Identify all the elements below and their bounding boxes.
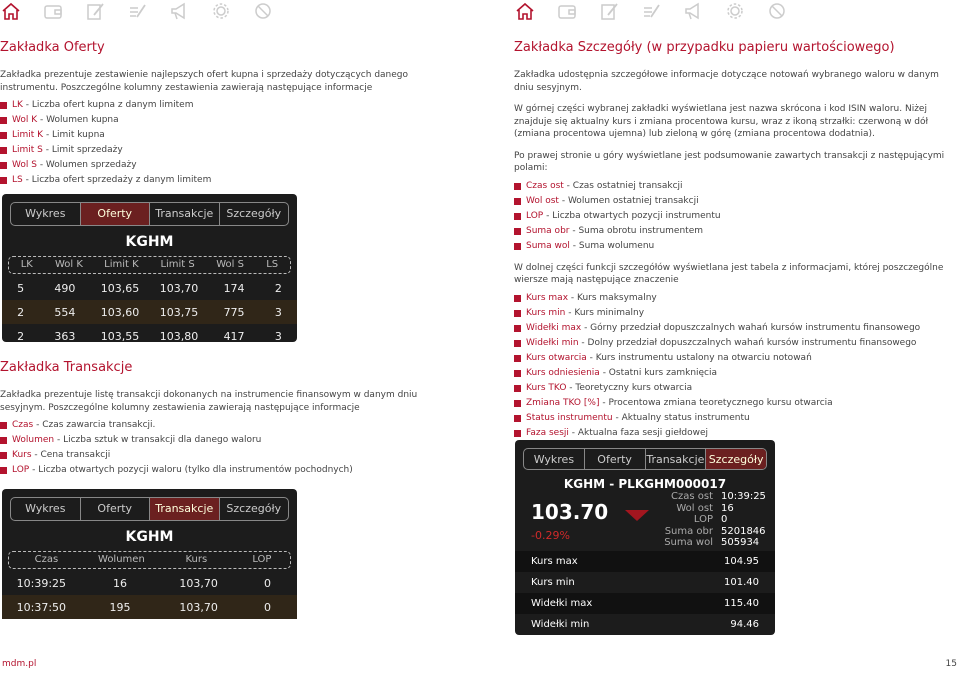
list-item	[514, 291, 959, 306]
summary-row	[655, 514, 773, 526]
summary-row	[655, 526, 773, 538]
list-item	[514, 396, 959, 411]
details-panel	[515, 440, 775, 635]
list-item	[514, 179, 959, 194]
summary-label: LOP	[693, 514, 713, 525]
summary-value: 10:39:25	[721, 491, 766, 502]
details-row	[515, 614, 775, 635]
table-cell: 103,75	[159, 305, 199, 319]
details-value: 104.95	[724, 556, 759, 567]
tab-szczegóły[interactable]: Szczegóły	[226, 207, 282, 220]
definition: - Liczba otwartych pozycji waloru (tylko dla instrumentów pochodnych)	[29, 465, 353, 475]
summary-label: Suma obr	[664, 525, 713, 537]
left-column	[0, 0, 460, 188]
list-item	[0, 448, 460, 463]
definition: - Wolumen sprzedaży	[36, 160, 137, 170]
list-item	[514, 239, 959, 254]
list-item	[0, 98, 460, 113]
term: Suma obr	[526, 225, 570, 236]
table-cell: 10:37:50	[16, 600, 67, 614]
list-item	[514, 306, 959, 321]
list-item	[514, 351, 959, 366]
term: Limit S	[12, 145, 43, 155]
table-row	[2, 571, 297, 595]
transakcje-section	[0, 358, 460, 478]
quote-area	[515, 491, 775, 551]
tab-oferty[interactable]: Oferty	[585, 449, 646, 469]
table-cell: 174	[223, 281, 245, 295]
list-item	[514, 426, 959, 441]
heading-transakcje: Zakładka Transakcje	[0, 360, 133, 375]
tab-szczegóły[interactable]: Szczegóły	[226, 502, 282, 515]
details-value: 94.46	[730, 619, 759, 630]
summary-label: Suma wol	[664, 537, 713, 548]
table-cell: 0	[264, 576, 272, 590]
list-item	[0, 128, 460, 143]
term: Limit K	[12, 130, 44, 140]
list-item	[0, 418, 460, 433]
tab-wykres[interactable]: Wykres	[524, 449, 585, 469]
table-cell: 2	[274, 281, 282, 295]
definition: - Liczba sztuk w transakcji dla danego waloru	[54, 435, 262, 445]
definition: - Aktualny status instrumentu	[612, 412, 750, 423]
list-item	[0, 158, 460, 173]
panel-tabs[interactable]	[523, 448, 767, 470]
details-list	[514, 291, 959, 441]
tab-transakcje[interactable]: Transakcje	[646, 449, 707, 469]
details-row	[515, 551, 775, 572]
term: LS	[12, 175, 23, 185]
table-cell: 103,55	[100, 329, 140, 343]
definition: - Procentowa zmiana teoretycznego kursu otwarcia	[599, 397, 833, 408]
list-item	[514, 194, 959, 209]
edit-icon[interactable]	[84, 0, 106, 22]
definition: - Limit kupna	[43, 130, 105, 140]
transactions-panel	[2, 489, 297, 616]
definition: - Suma wolumenu	[569, 240, 655, 251]
term: Kurs TKO	[526, 382, 567, 393]
table-cell: 0	[264, 600, 272, 614]
table-cell: 3	[274, 305, 282, 319]
table-body	[2, 276, 297, 348]
list-item	[0, 463, 460, 478]
column-header: Limit S	[160, 259, 195, 270]
gear-icon[interactable]	[724, 0, 746, 22]
term: Status instrumentu	[526, 412, 613, 423]
definition: - Limit sprzedaży	[42, 145, 123, 155]
table-cell: 103,70	[179, 600, 218, 614]
summary-value: 16	[721, 502, 734, 514]
list-item	[0, 113, 460, 128]
details-value: 115.40	[724, 598, 759, 609]
home-icon[interactable]	[0, 0, 22, 22]
table-row	[2, 595, 297, 619]
tab-transakcje[interactable]: Transakcje	[150, 498, 220, 520]
list-item	[514, 411, 959, 426]
summary-value: 5201846	[721, 525, 766, 537]
definition: - Czas ostatniej transakcji	[563, 180, 683, 191]
term: Wol S	[12, 160, 37, 170]
tab-oferty[interactable]: Oferty	[81, 498, 151, 520]
definition: - Teoretyczny kurs otwarcia	[566, 382, 693, 393]
term: Widełki max	[526, 322, 582, 333]
definition: - Ostatni kurs zamknięcia	[599, 367, 718, 378]
term: LOP	[526, 210, 544, 221]
term: Widełki min	[526, 337, 579, 348]
tab-wykres[interactable]: Wykres	[11, 498, 81, 520]
column-header: Wol S	[216, 259, 244, 270]
list-item	[514, 224, 959, 239]
list-item	[0, 173, 460, 188]
wallet-icon[interactable]	[42, 0, 64, 22]
summary-label: Czas ost	[671, 491, 713, 502]
term: Suma wol	[526, 240, 570, 251]
intro-oferty: Zakładka prezentuje zestawienie najlepszych ofert kupna i sprzedaży dotyczących danego instrumentu. Poszczególne kolumny zestawienia zawierają następujące informacje	[0, 70, 409, 93]
table-row	[2, 300, 297, 324]
page-number: 15	[945, 659, 957, 669]
summary-list	[514, 179, 959, 254]
column-header: Limit K	[104, 259, 139, 270]
table-cell: 103,80	[159, 329, 199, 343]
list-item	[514, 336, 959, 351]
arrow-down-icon	[625, 510, 649, 521]
panel-tabs[interactable]	[10, 497, 289, 521]
summary-row	[655, 503, 773, 515]
table-cell: 103,60	[100, 305, 140, 319]
table-cell: 363	[54, 329, 76, 343]
details-row	[515, 593, 775, 614]
term: Wol K	[12, 115, 38, 125]
list-item	[514, 366, 959, 381]
definition: - Cena transakcji	[31, 450, 111, 460]
term: LK	[12, 100, 23, 110]
term: Kurs otwarcia	[526, 352, 587, 363]
list-item	[514, 381, 959, 396]
column-header: Wol K	[54, 259, 83, 270]
table-cell: 554	[54, 305, 76, 319]
paragraph-1: Zakładka udostępnia szczegółowe informacje dotyczące notowań wybranego waloru w danym dniu sesyjnym.	[514, 70, 939, 93]
wallet-icon[interactable]	[556, 0, 578, 22]
tab-transakcje[interactable]: Transakcje	[150, 203, 220, 225]
table-cell: 16	[113, 576, 127, 590]
heading-szczegoly: Zakładka Szczegóły (w przypadku papieru wartościowego)	[514, 40, 895, 55]
footer-site[interactable]: mdm.pl	[2, 659, 37, 669]
term: Czas	[12, 420, 34, 430]
table-cell: 103,70	[179, 576, 218, 590]
column-header: LOP	[252, 554, 272, 565]
block-icon[interactable]	[766, 0, 788, 22]
definition: - Wolumen kupna	[37, 115, 119, 125]
table-cell: 5	[17, 281, 25, 295]
summary-label: Wol ost	[676, 502, 713, 514]
list-item	[0, 433, 460, 448]
table-cell: 775	[223, 305, 245, 319]
right-column	[514, 0, 959, 441]
table-header	[8, 551, 291, 569]
definition: - Liczba ofert kupna z danym limitem	[22, 100, 194, 110]
price-change: -0.29%	[531, 529, 570, 542]
tab-szczegóły[interactable]: Szczegóły	[706, 449, 766, 469]
panel-tabs[interactable]	[10, 202, 289, 226]
paragraph-2: W górnej części wybranej zakładki wyświetlana jest nazwa skrócona i kod ISIN waloru. Niżej znajduje się aktualny kurs i zmiana procentowa kursu, wraz z ikoną strzałki: czerwoną w dół (zmiana procentowa ujemna) lub zieloną w górę (zmiana procentowa dodatnia).	[514, 104, 929, 139]
panel-title: KGHM	[125, 234, 174, 250]
details-label: Widełki min	[531, 619, 590, 630]
definition: - Liczba ofert sprzedaży z danym limitem	[22, 175, 212, 185]
definition: - Suma obrotu instrumentem	[569, 225, 704, 236]
definition: - Aktualna faza sesji giełdowej	[568, 427, 709, 438]
table-cell: 490	[54, 281, 76, 295]
term: Kurs max	[526, 292, 569, 303]
offers-panel	[2, 194, 297, 342]
table-header	[8, 256, 291, 274]
table-row	[2, 276, 297, 300]
top-icon-bar[interactable]	[514, 0, 959, 22]
list-item	[514, 209, 959, 224]
column-header: Wolumen	[98, 554, 145, 565]
term: Kurs odniesienia	[526, 367, 600, 378]
gear-icon[interactable]	[210, 0, 232, 22]
details-label: Kurs max	[531, 556, 578, 567]
transakcje-list	[0, 418, 460, 478]
table-cell: 103,70	[159, 281, 199, 295]
table-cell: 195	[109, 600, 131, 614]
summary-table	[655, 491, 773, 549]
summary-value: 505934	[721, 537, 760, 548]
column-header: LS	[266, 259, 279, 270]
details-label: Kurs min	[531, 577, 575, 588]
tab-oferty[interactable]: Oferty	[81, 203, 151, 225]
paragraph-3: Po prawej stronie u góry wyświetlane jest podsumowanie zawartych transakcji z następującymi polami:	[514, 150, 945, 173]
term: Zmiana TKO [%]	[526, 397, 600, 408]
definition: - Górny przedział dopuszczalnych wahań kursów instrumentu finansowego	[581, 322, 921, 333]
definition: - Kurs maksymalny	[568, 292, 657, 303]
megaphone-icon[interactable]	[168, 0, 190, 22]
definition: - Liczba otwartych pozycji instrumentu	[543, 210, 721, 221]
table-cell: 417	[223, 329, 245, 343]
table-cell: 2	[17, 305, 25, 319]
definition: - Kurs minimalny	[565, 307, 645, 318]
details-row	[515, 572, 775, 593]
summary-value: 0	[721, 514, 728, 525]
column-header: Czas	[34, 554, 59, 565]
term: Wol ost	[526, 195, 559, 206]
term: Kurs	[12, 450, 32, 460]
table-cell: 103,65	[100, 281, 140, 295]
definition: - Wolumen ostatniej transakcji	[558, 195, 699, 206]
definition: - Czas zawarcia transakcji.	[33, 420, 156, 430]
panel-title: KGHM - PLKGHM000017	[563, 477, 727, 491]
term: Czas ost	[526, 180, 564, 191]
block-icon[interactable]	[252, 0, 274, 22]
column-header: LK	[20, 259, 33, 270]
edit-icon[interactable]	[598, 0, 620, 22]
price-value: 103.70	[531, 500, 609, 524]
list-item	[514, 321, 959, 336]
intro-transakcje: Zakładka prezentuje listę transakcji dokonanych na instrumencie finansowym w danym dniu sesyjnym. Poszczególne kolumny zestawienia zawierają następujące informacje	[0, 390, 418, 413]
details-table	[515, 551, 775, 635]
table-row	[2, 324, 297, 348]
heading-oferty: Zakładka Oferty	[0, 40, 105, 55]
table-body	[2, 571, 297, 619]
panel-title: KGHM	[125, 529, 174, 545]
table-cell: 2	[17, 329, 25, 343]
details-label: Widełki max	[531, 598, 593, 609]
definition: - Kurs instrumentu ustalony na otwarciu notowań	[586, 352, 812, 363]
table-cell: 3	[274, 329, 282, 343]
term: Wolumen	[12, 435, 55, 445]
edit-list-icon[interactable]	[640, 0, 662, 22]
tab-wykres[interactable]: Wykres	[11, 203, 81, 225]
details-value: 101.40	[724, 577, 759, 588]
home-icon[interactable]	[514, 0, 536, 22]
summary-row	[655, 537, 773, 549]
definition: - Dolny przedział dopuszczalnych wahań kursów instrumentu finansowego	[578, 337, 917, 348]
table-cell: 10:39:25	[16, 576, 67, 590]
edit-list-icon[interactable]	[126, 0, 148, 22]
top-icon-bar[interactable]	[0, 0, 460, 22]
term: Faza sesji	[526, 427, 569, 438]
column-header: Kurs	[185, 554, 208, 565]
oferty-list	[0, 98, 460, 188]
megaphone-icon[interactable]	[682, 0, 704, 22]
paragraph-4: W dolnej części funkcji szczegółów wyświetlana jest tabela z informacjami, której poszczególne wiersze mają następujące znaczenie	[514, 262, 944, 285]
summary-row	[655, 491, 773, 503]
term: Kurs min	[526, 307, 566, 318]
term: LOP	[12, 465, 30, 475]
list-item	[0, 143, 460, 158]
